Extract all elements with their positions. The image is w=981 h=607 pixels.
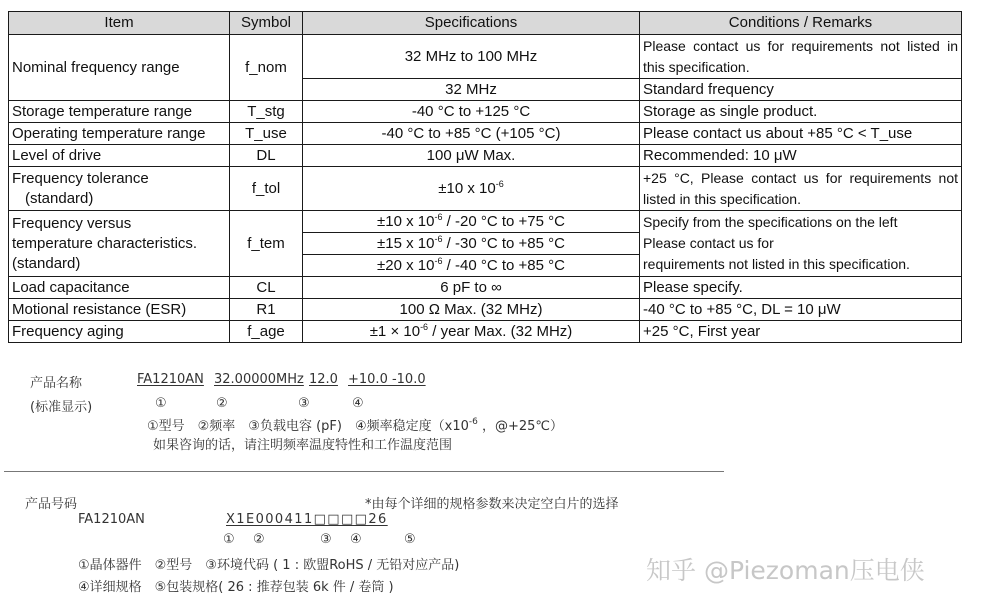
table-row xyxy=(9,167,962,211)
section-divider xyxy=(4,471,724,472)
spec-text: / -30 °C to +85 °C xyxy=(442,234,565,252)
remark-line: Specify from the specifications on the left xyxy=(643,214,898,230)
code-marker-1: ① xyxy=(223,532,235,547)
exponent: -6 xyxy=(434,211,443,222)
spec-text: ±10 x 10 xyxy=(377,212,435,230)
symbol-cell: DL xyxy=(230,145,303,167)
header-conditions: Conditions / Remarks xyxy=(640,12,962,35)
spec-cell: 100 Ω Max. (32 MHz) xyxy=(303,299,640,321)
product-code-note: *由每个详细的规格参数来决定空白片的选择 xyxy=(365,497,619,512)
table-row xyxy=(9,277,962,299)
spec-text: ±20 x 10 xyxy=(377,256,435,274)
spec-text: / -40 °C to +85 °C xyxy=(442,256,565,274)
remark-line: Please contact us for xyxy=(643,235,774,251)
spec-cell xyxy=(303,255,640,277)
specification-table xyxy=(8,11,962,343)
product-name-sublabel: (标准显示) xyxy=(30,400,93,415)
product-name-frequency: 32.00000MHz xyxy=(214,372,304,387)
remark-cell: Storage as single product. xyxy=(640,101,962,123)
item-line: (standard) xyxy=(12,254,81,272)
spec-cell xyxy=(303,321,640,343)
exponent: -6 xyxy=(468,417,478,427)
remark-cell: Please specify. xyxy=(640,277,962,299)
remark-cell xyxy=(640,211,962,277)
marker-2: ② xyxy=(216,396,228,411)
table-row xyxy=(9,145,962,167)
spec-cell xyxy=(303,167,640,211)
remark-cell: Standard frequency xyxy=(640,79,962,101)
product-code-label: 产品号码 xyxy=(25,497,78,512)
product-name-legend xyxy=(147,415,563,434)
remark-cell: +25 °C, First year xyxy=(640,321,962,343)
header-item: Item xyxy=(9,12,230,35)
product-name-capacitance: 12.0 xyxy=(309,372,338,387)
product-name-note: 如果咨询的话，请注明频率温度特性和工作温度范围 xyxy=(153,438,453,453)
exponent: -6 xyxy=(434,233,443,244)
item-line: Frequency tolerance xyxy=(12,169,149,187)
spec-cell: 32 MHz xyxy=(303,79,640,101)
spec-cell: 6 pF to ∞ xyxy=(303,277,640,299)
symbol-cell: f_tem xyxy=(230,211,303,277)
table-row xyxy=(9,101,962,123)
spec-text: ±15 x 10 xyxy=(377,234,435,252)
exponent: -6 xyxy=(495,178,504,189)
exponent: -6 xyxy=(420,321,429,332)
table-header-row xyxy=(9,12,962,35)
table-row xyxy=(9,211,962,233)
symbol-cell: CL xyxy=(230,277,303,299)
spec-cell: 100 μW Max. xyxy=(303,145,640,167)
marker-4: ④ xyxy=(352,396,364,411)
spec-text: / year Max. (32 MHz) xyxy=(428,322,573,340)
item-cell: Storage temperature range xyxy=(9,101,230,123)
spec-text: ±1 × 10 xyxy=(369,322,421,340)
item-cell: Frequency aging xyxy=(9,321,230,343)
watermark: 知乎 @Piezoman压电侠 xyxy=(646,556,925,585)
spec-cell: -40 °C to +125 °C xyxy=(303,101,640,123)
symbol-cell: T_use xyxy=(230,123,303,145)
code-marker-4: ④ xyxy=(350,532,362,547)
product-code-value: X1E000411□□□□26 xyxy=(226,512,388,527)
remark-line: requirements not listed in this specification. xyxy=(643,256,910,272)
item-cell: Motional resistance (ESR) xyxy=(9,299,230,321)
spec-cell xyxy=(303,233,640,255)
table-row xyxy=(9,123,962,145)
header-specifications: Specifications xyxy=(303,12,640,35)
header-symbol: Symbol xyxy=(230,12,303,35)
table-row xyxy=(9,321,962,343)
remark-cell: Please contact us about +85 °C < T_use xyxy=(640,123,962,145)
spec-cell: -40 °C to +85 °C (+105 °C) xyxy=(303,123,640,145)
symbol-cell: f_age xyxy=(230,321,303,343)
item-cell xyxy=(9,211,230,277)
code-marker-3: ③ xyxy=(320,532,332,547)
item-cell: Operating temperature range xyxy=(9,123,230,145)
spec-text: ±10 x 10 xyxy=(438,179,496,197)
item-cell xyxy=(9,167,230,211)
product-code-model: FA1210AN xyxy=(78,512,145,527)
product-code-legend-line2: ④详细规格 ⑤包装规格( 26 : 推荐包装 6k 件 / 卷筒 ) xyxy=(78,580,394,595)
legend-text: ，@+25℃） xyxy=(477,419,564,434)
remark-cell: Please contact us for requirements not listed in this specification. xyxy=(640,35,962,79)
product-name-model: FA1210AN xyxy=(137,372,204,387)
remark-cell: -40 °C to +85 °C, DL = 10 μW xyxy=(640,299,962,321)
product-name-stability: +10.0 -10.0 xyxy=(348,372,426,387)
product-name-label: 产品名称 xyxy=(30,376,83,391)
code-marker-2: ② xyxy=(253,532,265,547)
spec-cell: 32 MHz to 100 MHz xyxy=(303,35,640,79)
symbol-cell: R1 xyxy=(230,299,303,321)
remark-cell: +25 °C, Please contact us for requirements not listed in this specification. xyxy=(640,167,962,211)
exponent: -6 xyxy=(434,255,443,266)
legend-text: ①型号 ②频率 ③负载电容 (pF) ④频率稳定度（x10 xyxy=(147,419,469,434)
table-row xyxy=(9,299,962,321)
item-line: Frequency versus xyxy=(12,214,132,232)
symbol-cell: f_tol xyxy=(230,167,303,211)
item-line: temperature characteristics. xyxy=(12,234,198,252)
symbol-cell: T_stg xyxy=(230,101,303,123)
code-marker-5: ⑤ xyxy=(404,532,416,547)
marker-3: ③ xyxy=(298,396,310,411)
item-cell: Nominal frequency range xyxy=(9,35,230,101)
spec-text: / -20 °C to +75 °C xyxy=(442,212,565,230)
item-cell: Level of drive xyxy=(9,145,230,167)
remark-cell: Recommended: 10 μW xyxy=(640,145,962,167)
symbol-cell: f_nom xyxy=(230,35,303,101)
marker-1: ① xyxy=(155,396,167,411)
table-row xyxy=(9,35,962,79)
product-code-legend-line1: ①晶体器件 ②型号 ③环境代码 ( 1 : 欧盟RoHS / 无铅对应产品) xyxy=(78,558,460,573)
spec-cell xyxy=(303,211,640,233)
item-cell: Load capacitance xyxy=(9,277,230,299)
item-line: (standard) xyxy=(25,189,94,207)
